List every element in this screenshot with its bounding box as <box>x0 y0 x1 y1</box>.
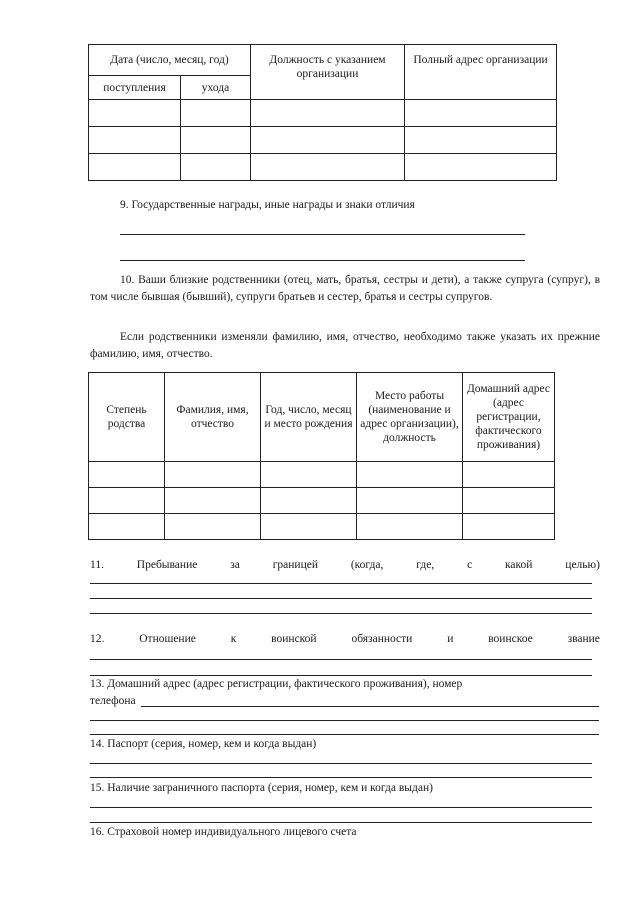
passport-fill-line[interactable] <box>90 777 592 778</box>
table-row <box>89 100 557 127</box>
table-cell[interactable] <box>405 154 557 181</box>
section-12-title: 12. Отношение к воинской обязанности и воинское звание <box>90 633 600 645</box>
military-fill-line[interactable] <box>90 659 592 660</box>
table-row <box>89 488 555 514</box>
table-cell[interactable] <box>463 514 555 540</box>
section-13-title: 13. Домашний адрес (адрес регистрации, фактического проживания), номер <box>90 678 463 690</box>
table-cell[interactable] <box>357 488 463 514</box>
header-home: Домашний адрес (адрес регистрации, фактического проживания) <box>463 373 555 462</box>
awards-fill-line[interactable] <box>120 260 525 261</box>
section-10-text: 10. Ваши близкие родственники (отец, мать, братья, сестры и дети), а также супруга (супруг), в том числе бывшая (бывший), супруги братьев и сестер, братья и сестры супругов. <box>90 274 600 303</box>
header-birth: Год, число, месяц и место рождения <box>261 373 357 462</box>
table-cell[interactable] <box>251 100 405 127</box>
table-row <box>89 462 555 488</box>
header-exit: ухода <box>181 76 251 100</box>
section-13-phone-label: телефона <box>90 695 136 707</box>
address-fill-line[interactable] <box>90 720 599 721</box>
foreign-passport-fill-line[interactable] <box>90 822 592 823</box>
header-address: Полный адрес организации <box>405 45 557 100</box>
section-11-title: 11. Пребывание за границей (когда, где, с какой целью) <box>90 559 600 571</box>
section-10-note: Если родственники изменяли фамилию, имя, отчество, необходимо также указать их прежние фамилию, имя, отчество. <box>90 331 600 360</box>
table-row <box>89 154 557 181</box>
section-16-title: 16. Страховой номер индивидуального лицевого счета <box>90 826 357 838</box>
awards-fill-line[interactable] <box>120 234 525 235</box>
section-14-title: 14. Паспорт (серия, номер, кем и когда выдан) <box>90 738 317 750</box>
table-cell[interactable] <box>165 462 261 488</box>
header-position: Должность с указанием организации <box>251 45 405 100</box>
table-cell[interactable] <box>357 514 463 540</box>
abroad-fill-line[interactable] <box>90 598 592 599</box>
table-cell[interactable] <box>463 488 555 514</box>
section-9-title: 9. Государственные награды, иные награды и знаки отличия <box>120 199 415 211</box>
header-name: Фамилия, имя, отчество <box>165 373 261 462</box>
table-cell[interactable] <box>89 154 181 181</box>
table-cell[interactable] <box>405 127 557 154</box>
table-cell[interactable] <box>357 462 463 488</box>
header-work: Место работы (наименование и адрес организации), должность <box>357 373 463 462</box>
table-cell[interactable] <box>181 154 251 181</box>
header-relation: Степень родства <box>89 373 165 462</box>
header-date: Дата (число, месяц, год) <box>89 45 251 76</box>
passport-fill-line[interactable] <box>90 763 592 764</box>
table-cell[interactable] <box>89 514 165 540</box>
abroad-fill-line[interactable] <box>90 613 592 614</box>
table-row <box>89 514 555 540</box>
table-cell[interactable] <box>181 100 251 127</box>
foreign-passport-fill-line[interactable] <box>90 807 592 808</box>
table-cell[interactable] <box>89 488 165 514</box>
header-entry: поступления <box>89 76 181 100</box>
table-cell[interactable] <box>89 100 181 127</box>
table-row <box>89 127 557 154</box>
table-cell[interactable] <box>251 127 405 154</box>
table-cell[interactable] <box>261 514 357 540</box>
table-cell[interactable] <box>89 462 165 488</box>
relatives-table <box>88 372 555 540</box>
table-cell[interactable] <box>251 154 405 181</box>
table-cell[interactable] <box>165 514 261 540</box>
employment-table <box>88 44 557 181</box>
table-cell[interactable] <box>463 462 555 488</box>
abroad-fill-line[interactable] <box>90 583 592 584</box>
table-cell[interactable] <box>405 100 557 127</box>
phone-fill-line[interactable] <box>141 706 599 707</box>
address-fill-line[interactable] <box>90 734 599 735</box>
table-cell[interactable] <box>89 127 181 154</box>
section-15-title: 15. Наличие заграничного паспорта (серия, номер, кем и когда выдан) <box>90 782 433 794</box>
table-cell[interactable] <box>181 127 251 154</box>
table-cell[interactable] <box>165 488 261 514</box>
table-cell[interactable] <box>261 462 357 488</box>
table-cell[interactable] <box>261 488 357 514</box>
